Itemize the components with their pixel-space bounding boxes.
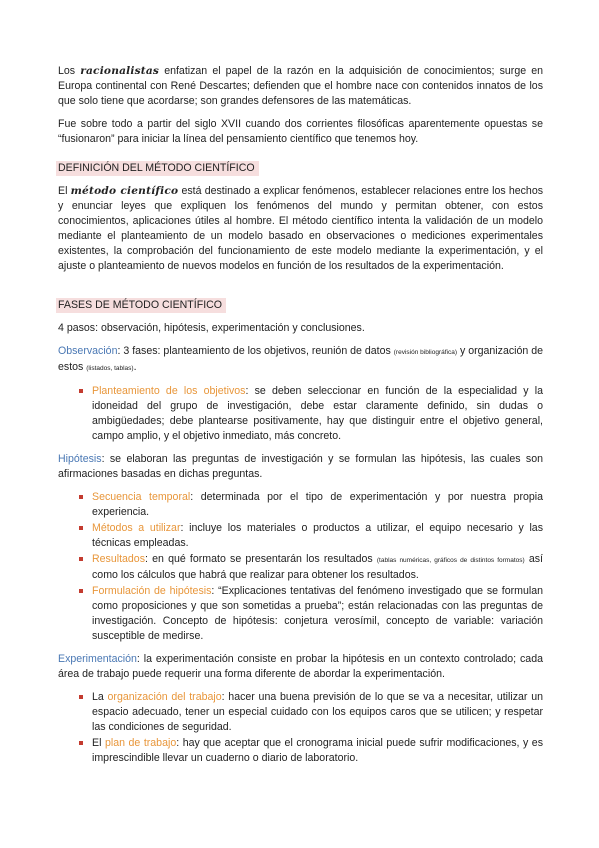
list-item: Resultados: en qué formato se presentarán los resultados (tablas numéricas, gráficos de distintos formatos) así como los cálculos que habrá que realizar para obtener los resultados. <box>92 552 543 583</box>
term-observacion: Observación <box>58 345 118 357</box>
section-heading-fases: FASES DE MÉTODO CIENTÍFICO <box>58 298 543 313</box>
handwritten-term: racionalistas <box>80 65 160 77</box>
list-item: El plan de trabajo: hay que aceptar que el cronograma inicial puede sufrir modificaciones, y es imprescindible llevar un cuaderno o diario de laboratorio. <box>92 736 543 766</box>
term-experimentacion: Experimentación <box>58 653 137 665</box>
document-body <box>58 64 543 774</box>
section-heading-definicion: DEFINICIÓN DEL MÉTODO CIENTÍFICO <box>58 161 543 176</box>
bullet-icon <box>79 741 83 745</box>
paragraph-experimentacion: Experimentación: la experimentación consiste en probar la hipótesis en un contexto controlado; cada área de trabajo puede requerir una forma diferente de abordar la experimentación. <box>58 653 543 680</box>
paragraph-hipotesis: Hipótesis: se elaboran las preguntas de investigación y se formulan las hipótesis, las cuales son afirmaciones basadas en dichas preguntas. <box>58 453 543 480</box>
list-hipotesis <box>58 490 543 644</box>
handwritten-term: método científico <box>70 185 179 197</box>
list-item: Formulación de hipótesis: “Explicaciones tentativas del fenómeno investigado que se formulan como proposiciones y que son sometidas a prueba”; están relacionadas con las preguntas de investigación. Concepto de hipótesis: conjetura verosímil, concepto de variable: variación susceptible de medirse. <box>92 584 543 644</box>
list-item: Secuencia temporal: determinada por el tipo de experimentación y por nuestra propia experiencia. <box>92 490 543 520</box>
paragraph-4-pasos: 4 pasos: observación, hipótesis, experimentación y conclusiones. <box>58 322 365 334</box>
list-item: Planteamiento de los objetivos: se deben seleccionar en función de la especialidad y la idoneidad del grupo de investigación, debe estar claramente definido, sin dudas o ambigüedades; debe plantearse positivamente, hay que distinguir entre el objetivo general, campo amplio, y el objetivo inmediato, más concreto. <box>92 384 543 444</box>
list-observacion <box>58 384 543 444</box>
paragraph-siglo-xvii: Fue sobre todo a partir del siglo XVII cuando dos corrientes filosóficas aparentemente opuestas se “fusionaron” para iniciar la línea del pensamiento científico que tenemos hoy. <box>58 118 543 145</box>
term-hipotesis: Hipótesis <box>58 453 102 465</box>
list-experimentacion <box>58 690 543 766</box>
list-item: La organización del trabajo: hacer una buena previsión de lo que se va a necesitar, utilizar un espacio adecuado, tener un especial cuidado con los equipos caros que se utilicen; y respetar las condiciones de seguridad. <box>92 690 543 735</box>
list-item: Métodos a utilizar: incluye los materiales o productos a utilizar, el equipo necesario y las técnicas empleadas. <box>92 521 543 551</box>
paragraph-metodo-cientifico: El método científico está destinado a explicar fenómenos, establecer relaciones entre los hechos y enunciar leyes que expliquen los fenómenos del mundo y permitan obtener, con estos conocimientos, aplicaciones útiles al hombre. El método científico intenta la validación de un modelo mediante el planteamiento de un modelo basado en observaciones o mediciones experimentales existentes, la comprobación del funcionamiento de este modelo mediante la experimentación, y el ajuste o planteamiento de nuevos modelos en función de los resultados de la experimentación. <box>58 185 544 272</box>
paragraph-observacion: Observación: 3 fases: planteamiento de los objetivos, reunión de datos (revisión bibliográfica) y organización de estos (listados, tablas). <box>58 345 544 373</box>
bullet-icon <box>79 526 83 530</box>
bullet-icon <box>79 495 83 499</box>
bullet-icon <box>79 557 83 561</box>
paragraph-racionalistas: Los racionalistas enfatizan el papel de la razón en la adquisición de conocimientos; surge en Europa continental con René Descartes; defienden que el hombre nace con contenidos innatos de los que solo tiene que acordarse; son grandes defensores de las matemáticas. <box>58 65 543 107</box>
bullet-icon <box>79 589 83 593</box>
bullet-icon <box>79 389 83 393</box>
bullet-icon <box>79 695 83 699</box>
